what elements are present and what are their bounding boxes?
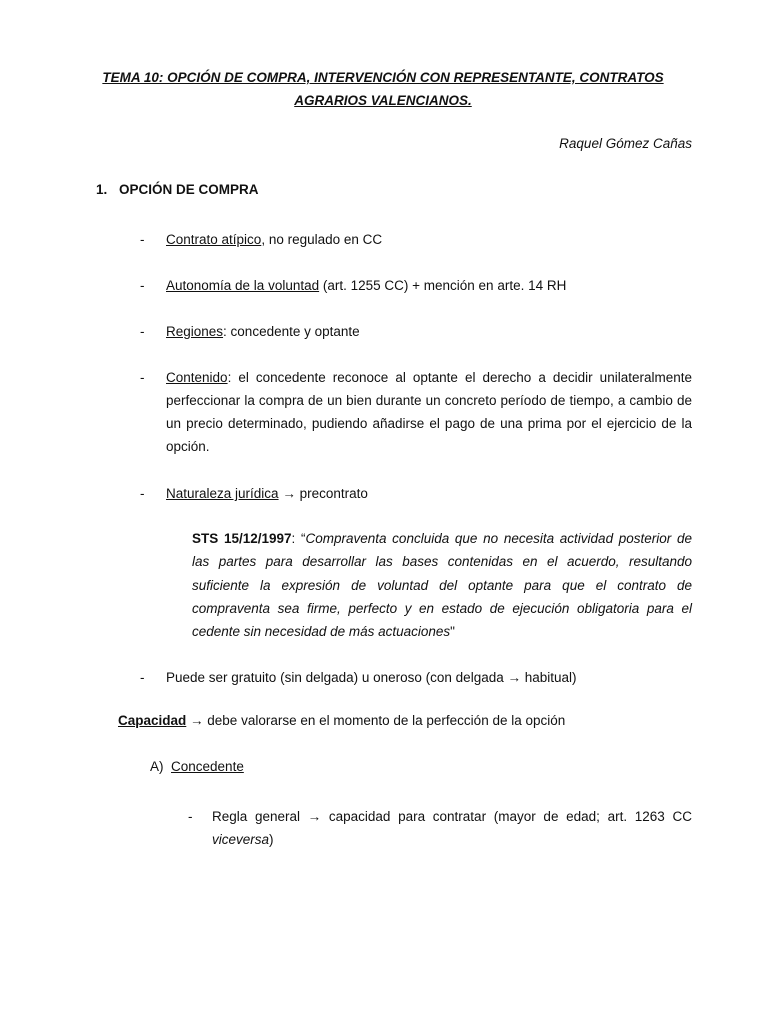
bullet-text: Puede ser gratuito (sin delgada) u oneroso (con delgada → habitual) xyxy=(166,670,577,685)
bullet-dash: - xyxy=(140,670,145,685)
bullet-item xyxy=(140,320,692,343)
quote-separator: : “ xyxy=(291,531,306,546)
bullet-term: Naturaleza jurídica xyxy=(166,486,279,501)
bullet-text: , no regulado en CC xyxy=(261,232,383,247)
bullet-dash: - xyxy=(140,486,145,501)
bullet-item xyxy=(140,666,692,689)
bullet-term: Autonomía de la voluntad xyxy=(166,278,320,293)
bullet-dash: - xyxy=(140,370,145,385)
capacidad-term: Capacidad xyxy=(118,713,187,728)
bullet-dash: - xyxy=(140,232,145,247)
quote-text: Compraventa concluida que no necesita actividad posterior de las partes para desarrollar las bases contenidas en el acuerdo, resultando suficiente la expresión de voluntad del optante para que el contrato de compraventa sea firme, perfecto y en estado de ejecución obligatoria para el cedente sin necesidad de más actuaciones xyxy=(192,531,692,640)
bullet-dash: - xyxy=(140,324,145,339)
section-number: 1. xyxy=(96,182,108,197)
bullet-item xyxy=(140,228,692,251)
subsection-bullet-item xyxy=(188,805,692,851)
bullet-text: Regla general → capacidad para contratar (mayor de edad; art. 1263 CC xyxy=(212,809,692,824)
bullet-dash: - xyxy=(188,809,193,824)
bullet-italic-text: viceversa xyxy=(212,832,270,847)
subsection-a xyxy=(150,759,244,774)
bullet-text: → precontrato xyxy=(278,486,368,501)
quote-reference: STS 15/12/1997 xyxy=(192,531,292,546)
bullet-dash: - xyxy=(140,278,145,293)
bullet-item xyxy=(140,366,692,458)
author-name: Raquel Gómez Cañas xyxy=(559,136,692,151)
section-heading xyxy=(96,182,259,197)
bullet-term: Regiones xyxy=(166,324,224,339)
bullet-text: : el concedente reconoce al optante el derecho a decidir unilateralmente perfeccionar la compra de un bien durante un concreto período de tiempo, a cambio de un precio determinado, pudiendo añadirse el pago de una prima por el ejercicio de la opción. xyxy=(166,370,692,454)
title-line-2: AGRARIOS VALENCIANOS. xyxy=(294,93,472,108)
bullet-term: Contrato atípico xyxy=(166,232,262,247)
bullet-item xyxy=(140,482,692,505)
subsection-letter: A) xyxy=(150,759,164,774)
quote-close: " xyxy=(450,624,455,640)
title-line-1: TEMA 10: OPCIÓN DE COMPRA, INTERVENCIÓN CON REPRESENTANTE, CONTRATOS xyxy=(102,70,664,85)
document-title xyxy=(76,66,690,112)
section-title: OPCIÓN DE COMPRA xyxy=(119,182,259,197)
bullet-close: ) xyxy=(269,832,274,847)
capacidad-paragraph xyxy=(118,713,565,728)
jurisprudence-quote xyxy=(192,527,692,643)
capacidad-text: → debe valorarse en el momento de la perfección de la opción xyxy=(186,713,566,728)
bullet-text: (art. 1255 CC) + mención en arte. 14 RH xyxy=(319,278,567,293)
bullet-text: : concedente y optante xyxy=(223,324,360,339)
bullet-term: Contenido xyxy=(166,370,228,385)
subsection-label: Concedente xyxy=(171,759,244,774)
bullet-item xyxy=(140,274,692,297)
